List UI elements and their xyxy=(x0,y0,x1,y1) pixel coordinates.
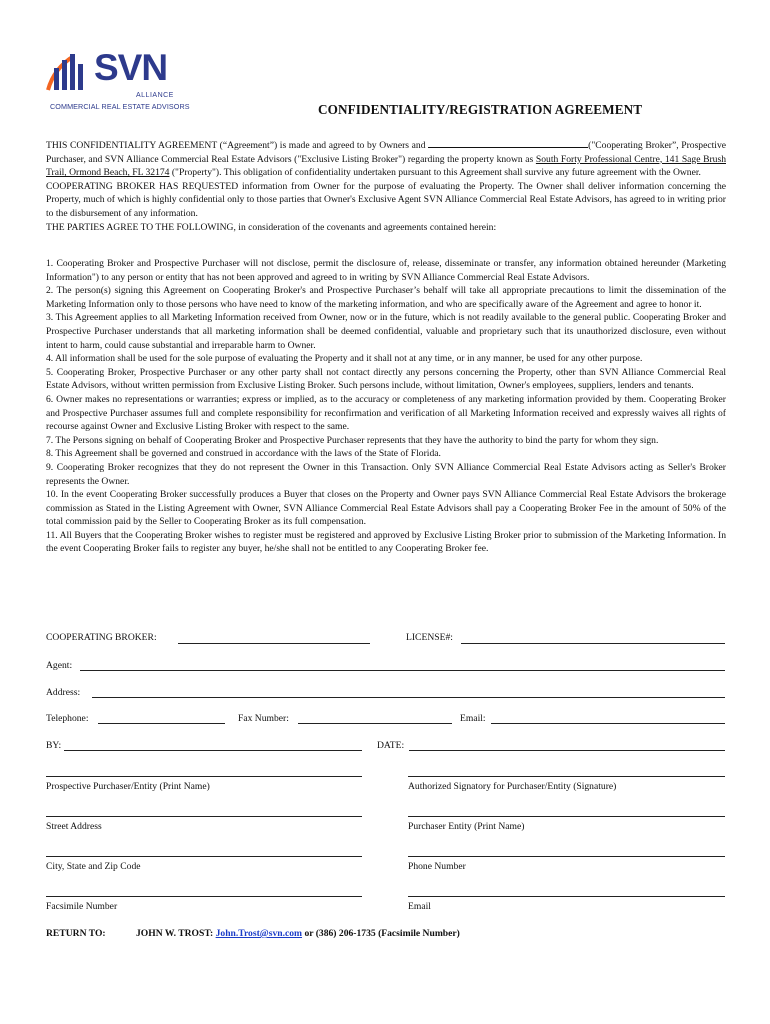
clause-11: 11. All Buyers that the Cooperating Broker wishes to register must be registered and approved by Exclusive Listing Broker prior to submission of the Marketing Information. In the event Cooperating Broker fails to register any buyer, he/she shall not be entitled to any Cooperating Broker fee. xyxy=(46,529,726,555)
clause-3: 3. This Agreement applies to all Marketing Information received from Owner, now or in the future, which is not readily available to the general public. Cooperating Broker and Prospective Purchaser understands that all marketing information shall be deemed confidential, valuable and proprietary such that its unauthorized disclosure, even without intent to harm, could cause substantial and irreparable harm to Owner. xyxy=(46,312,726,351)
address-label: Address: xyxy=(46,687,81,698)
agent-field[interactable] xyxy=(80,670,725,671)
by-field[interactable] xyxy=(64,750,362,751)
license-field[interactable] xyxy=(461,643,725,644)
fax-label: Fax Number: xyxy=(238,713,289,724)
date-label: DATE: xyxy=(377,740,405,751)
facsimile-line[interactable] xyxy=(46,896,362,897)
clause-7: 7. The Persons signing on behalf of Cooperating Broker and Prospective Purchaser represents that they have the authority to bind the party for whom they sign. xyxy=(46,434,659,446)
phone-number-caption: Phone Number xyxy=(408,861,466,872)
clause-10: 10. In the event Cooperating Broker successfully produces a Buyer that closes on the Property and Owner pays SVN Alliance Commercial Real Estate Advisors the brokerage commission as Stated in the Listing Agreement with Owner, SVN Alliance Commercial Real Estate Advisors shall pay a Cooperating Broker Fee in the amount of 50% of the total commission paid by the Seller to Cooperating Broker as its full compensation. xyxy=(46,489,726,528)
intro-paragraph-3: THE PARTIES AGREE TO THE FOLLOWING, in consideration of the covenants and agreements contained herein: xyxy=(46,221,497,233)
clause-4: 4. All information shall be used for the sole purpose of evaluating the Property and it shall not at any time, or in any manner, be used for any other purpose. xyxy=(46,353,643,365)
date-field[interactable] xyxy=(409,750,725,751)
intro-text-b: ("Cooperating Broker”, Prospective Purchaser, and SVN Alliance Commercial Real Estate Advisors ("Exclusive Listing Broker") regarding the property known as xyxy=(46,140,727,165)
email-label: Email: xyxy=(460,713,486,724)
email-sig-line[interactable] xyxy=(408,896,725,897)
clause-2: 2. The person(s) signing this Agreement on Cooperating Broker's and Prospective Purchaser’s behalf will take all appropriate precautions to limit the dissemination of the Marketing Information only to those persons who have need to know of the marketing information, and who are specifically aware of the Agreement and agree to honor it. xyxy=(46,285,726,310)
license-label: LICENSE#: xyxy=(406,632,453,643)
signatory-caption: Authorized Signatory for Purchaser/Entity (Signature) xyxy=(408,781,617,792)
return-fax: or (386) 206-1735 (Facsimile Number) xyxy=(304,928,460,939)
telephone-label: Telephone: xyxy=(46,713,89,724)
phone-number-line[interactable] xyxy=(408,856,725,857)
facsimile-caption: Facsimile Number xyxy=(46,901,118,912)
building-bars-icon xyxy=(44,50,94,96)
street-address-line[interactable] xyxy=(46,816,362,817)
signatory-line[interactable] xyxy=(408,776,725,777)
logo-alliance: ALLIANCE xyxy=(136,92,174,99)
return-to-label: RETURN TO: xyxy=(46,928,106,939)
agent-label: Agent: xyxy=(46,660,73,671)
address-field[interactable] xyxy=(92,697,725,698)
cooperating-broker-blank[interactable] xyxy=(428,138,588,148)
cooperating-broker-field[interactable] xyxy=(178,643,370,644)
city-state-zip-caption: City, State and Zip Code xyxy=(46,861,141,872)
telephone-field[interactable] xyxy=(98,723,225,724)
logo-subtitle: COMMERCIAL REAL ESTATE ADVISORS xyxy=(50,102,190,111)
return-to-contact xyxy=(136,928,460,939)
intro-section xyxy=(46,138,726,234)
return-name: JOHN W. TROST: xyxy=(136,928,214,939)
return-email-link[interactable]: John.Trost@svn.com xyxy=(215,928,303,939)
email-sig-caption: Email xyxy=(408,901,431,912)
intro-paragraph-1 xyxy=(46,138,726,180)
entity-name-caption: Purchaser Entity (Print Name) xyxy=(408,821,525,832)
by-label: BY: xyxy=(46,740,62,751)
clauses-section xyxy=(46,257,726,556)
property-address: South Forty Professional Centre, 141 Sage Brush Trail, Ormond Beach, FL 32174 xyxy=(46,153,726,179)
clause-9: 9. Cooperating Broker recognizes that they do not represent the Owner in this Transaction. Only SVN Alliance Commercial Real Estate Advisors acting as Seller's Broker represents the Owner. xyxy=(46,461,726,487)
logo-wordmark: SVN xyxy=(94,47,168,88)
clause-6: 6. Owner makes no representations or warranties; express or implied, as to the accuracy or completeness of any marketing information provided by them. Cooperating Broker and Prospective Purchaser assumes full and complete responsibility for reconfirmation and verification of all Marketing Information received and expressly waives all rights of recourse against Owner and Exclusive Listing Broker with respect to the same. xyxy=(46,393,726,433)
svn-logo xyxy=(44,47,190,118)
intro-paragraph-2: COOPERATING BROKER HAS REQUESTED information from Owner for the purpose of evaluating the Property. The Owner shall deliver information concerning the Property, much of which is highly confidential only to those parties that Owner's Exclusive Agent SVN Alliance Commercial Real Estate Advisors, has agreed to in writing prior to the disbursement of any information. xyxy=(46,180,726,219)
street-address-caption: Street Address xyxy=(46,821,102,832)
clause-5: 5. Cooperating Broker, Prospective Purchaser or any other party shall not contact directly any persons concerning the Property, other than SVN Alliance Commercial Real Estate Advisors, without written permission from Exclusive Listing Broker. Such persons include, without limitation, Owner's employees, suppliers, lenders and tenants. xyxy=(46,366,726,392)
email-field[interactable] xyxy=(491,723,725,724)
purchaser-name-line[interactable] xyxy=(46,776,362,777)
entity-name-line[interactable] xyxy=(408,816,725,817)
city-state-zip-line[interactable] xyxy=(46,856,362,857)
fax-field[interactable] xyxy=(298,723,452,724)
clause-8: 8. This Agreement shall be governed and construed in accordance with the laws of the State of Florida. xyxy=(46,448,441,460)
clause-1: 1. Cooperating Broker and Prospective Purchaser will not disclose, permit the disclosure of, release, disseminate or transfer, any information obtained hereunder (Marketing Information") to any person or entity that has not been approved and agreed to in writing by SVN Alliance Commercial Real Estate Advisors. xyxy=(46,258,726,283)
intro-text-c: ("Property"). This obligation of confidentiality undertaken pursuant to this Agreement shall survive any future agreement with the Owner. xyxy=(169,167,701,179)
purchaser-name-caption: Prospective Purchaser/Entity (Print Name) xyxy=(46,781,210,792)
cooperating-broker-label: COOPERATING BROKER: xyxy=(46,632,157,643)
document-title: CONFIDENTIALITY/REGISTRATION AGREEMENT xyxy=(318,102,643,117)
intro-text-a: THIS CONFIDENTIALITY AGREEMENT (“Agreement”) is made and agreed to by Owners and xyxy=(46,140,429,151)
